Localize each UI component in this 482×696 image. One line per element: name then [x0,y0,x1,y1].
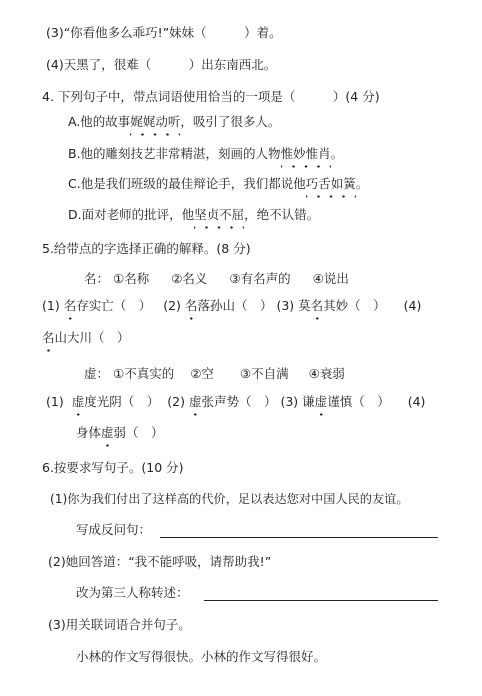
q4-option-d: D.面对老师的批评，他坚贞不屈，绝不认错。 [68,207,320,222]
q6-task-2-label: 改为第三人称转述： [76,585,189,600]
question-5-stem: 5.给带点的字选择正确的解释。(8 分) [42,241,251,256]
ming-items-row: (1) 名存实亡（ ） (2) 名落孙山（ ） (3) 莫名其妙（ ） (4) [42,298,422,313]
q4-option-b: B.他的雕刻技艺非常精湛，刻画的人物惟妙惟肖。 [68,146,344,161]
q4-option-a: A.他的故事娓娓动听，吸引了很多人。 [68,114,281,129]
question-6-stem: 6.按要求写句子。(10 分) [42,460,184,475]
q6-sentence-3: (3)用关联词语合并句子。 [48,617,191,632]
xu-definitions: 虚： ①不真实的 ②空 ③不自满 ④衰弱 [84,366,345,381]
q6-sentence-3-text: 小林的作文写得很快。小林的作文写得很好。 [76,649,327,664]
fill-in-question-3: (3)“你看他多么乖巧!”妹妹（ ）着。 [46,25,282,40]
dotted-phrase: 巧舌如簧 [305,176,356,191]
dotted-phrase: 惟妙惟肖 [280,146,331,161]
q6-task-1-label: 写成反问句： [76,522,152,537]
xu-item-4: 身体虚弱（ ） [76,425,164,440]
q6-sentence-1: (1)你为我们付出了这样高的代价，足以表达您对中国人民的友谊。 [50,492,409,506]
q4-option-c: C.他是我们班级的最佳辩论手，我们都说他巧舌如簧。 [68,176,369,191]
q6-answer-line-1[interactable] [160,537,438,538]
dotted-phrase: 坚贞不屈 [194,207,245,222]
fill-in-question-4: (4)天黑了，很难（ ）出东南西北。 [46,57,277,72]
xu-items-row: (1) 虚度光阴（ ） (2) 虚张声势（ ） (3) 谦虚谨慎（ ） (4) [46,394,426,409]
dotted-phrase: 娓娓动听 [130,114,181,129]
ming-item-4: 名山大川（ ） [42,330,130,345]
q6-answer-line-2[interactable] [204,600,438,601]
question-4-stem: 4. 下列句子中，带点词语使用恰当的一项是（ ）(4 分) [42,89,380,104]
ming-definitions: 名： ①名称 ②名义 ③有名声的 ④说出 [84,271,349,286]
q6-sentence-2: (2)她回答道：“我不能呼吸，请帮助我!” [48,554,272,569]
